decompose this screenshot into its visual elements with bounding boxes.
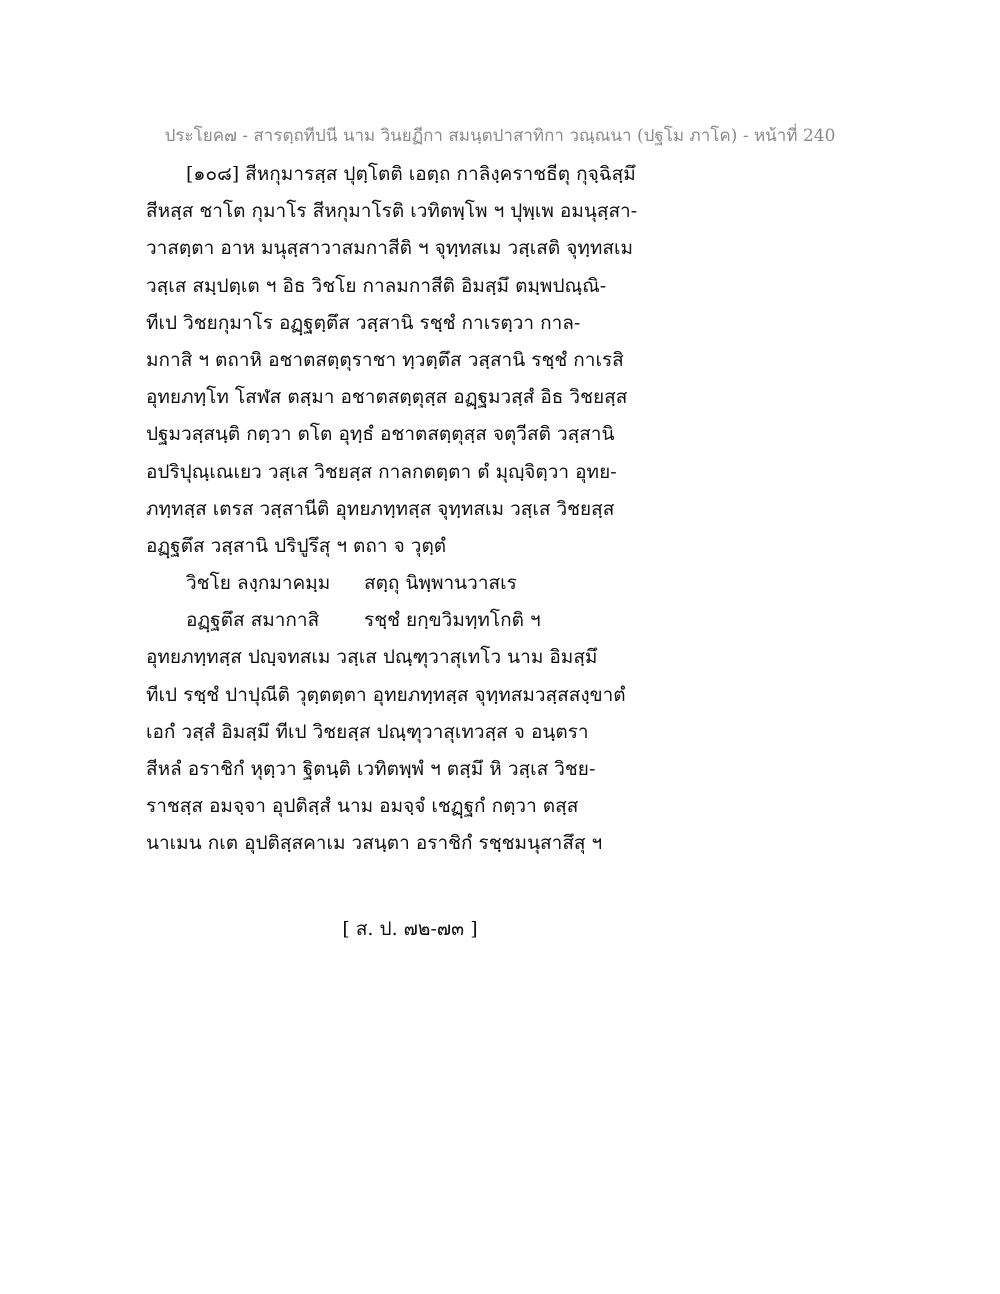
paragraph-line: ปฐมวสฺสนฺติ กตฺวา ตโต อุทฺธํ อชาตสตฺตุสฺส จตุวีสติ วสฺสานิ bbox=[146, 423, 615, 446]
paragraph-line: มกาสิ ฯ ตถาหิ อชาตสตฺตุราชา ทฺวตฺตึส วสฺสานิ รชฺชํ กาเรสิ bbox=[146, 348, 624, 371]
verse-first-half: วิชโย ลงฺกมาคมฺม bbox=[186, 572, 331, 595]
verse-first-half: อฏฺฐตึส สมากาสิ bbox=[186, 609, 320, 632]
verse-second-half: รชฺชํ ยกฺขวิมทฺทโกติ ฯ bbox=[364, 609, 541, 632]
paragraph-line: อุทยภทฺโท โสฬส ตสฺมา อชาตสตฺตุสฺส อฏฺฐมวสฺสํ อิธ วิชยสฺส bbox=[146, 386, 628, 409]
paragraph-line: ทีเป รชฺชํ ปาปุณีติ วุตฺตตฺตา อุทยภทฺทสฺส จุทฺทสมวสฺสสงฺขาตํ bbox=[146, 683, 626, 706]
paragraph-line: เอกํ วสฺสํ อิมสฺมึ ทีเป วิชยสฺส ปณฺฑุวาสุเทวสฺส จ อนฺตรา bbox=[146, 720, 589, 743]
paragraph-line: สีหลํ อราชิกํ หุตฺวา ฐิตนฺติ เวทิตพฺพํ ฯ ตสฺมึ หิ วสฺเส วิชย- bbox=[146, 758, 596, 780]
paragraph-line: วสฺเส สมฺปตฺเต ฯ อิธ วิชโย กาลมกาสีติ อิมสฺมึ ตมฺพปณฺณิ- bbox=[146, 274, 607, 297]
verse-second-half: สตฺถุ นิพฺพานวาสเร bbox=[364, 572, 517, 595]
verse-line bbox=[146, 602, 686, 639]
paragraph-line: [๑๐๘] สีหกุมารสฺส ปุตฺโตติ เอตฺถ กาลิงฺคราชธีตุ กุจฺฉิสฺมึ bbox=[186, 163, 636, 185]
page-header: ประโยค๗ - สารตฺถทีปนี นาม วินยฏีกา สมนฺตปาสาทิกา วณฺณนา (ปฐโม ภาโค) - หน้าที่ 240 bbox=[164, 126, 836, 146]
verse-line bbox=[146, 565, 686, 602]
paragraph-line: อปริปุณฺเณเยว วสฺเส วิชยสฺส กาลกตตฺตา ตํ มุญฺจิตฺวา อุทย- bbox=[146, 460, 617, 483]
body-text bbox=[146, 156, 686, 863]
paragraph-line: อฏฺฐตึส วสฺสานิ ปริปูรึสุ ฯ ตถา จ วุตฺตํ bbox=[146, 534, 447, 557]
paragraph-line: ทีเป วิชยกุมาโร อฏฺฐตฺตึส วสฺสานิ รชฺชํ กาเรตฺวา กาล- bbox=[146, 311, 581, 334]
paragraph-line: ภทฺทสฺส เตรส วสฺสานีติ อุทยภทฺทสฺส จุทฺทสเม วสฺเส วิชยสฺส bbox=[146, 497, 615, 520]
paragraph-line: อุทยภทฺทสฺส ปญฺจทสเม วสฺเส ปณฺฑุวาสุเทโว นาม อิมสฺมึ bbox=[146, 646, 598, 669]
source-reference: [ ส. ป. ๗๒-๗๓ ] bbox=[342, 918, 478, 940]
paragraph-line: วาสตฺตา อาห มนุสฺสาวาสมกาสีติ ฯ จุทฺทสเม วสฺเสติ จุทฺทสเม bbox=[146, 237, 634, 260]
paragraph-line: ราชสฺส อมจฺจา อุปติสฺสํ นาม อมจฺจํ เชฏฺฐกํ กตฺวา ตสฺส bbox=[146, 795, 579, 818]
paragraph-line: นาเมน กเต อุปติสฺสคาเม วสนฺตา อราชิกํ รชฺชมนุสาสึสุ ฯ bbox=[146, 832, 603, 855]
paragraph-line: สีหสฺส ชาโต กุมาโร สีหกุมาโรติ เวทิตพฺโพ ฯ ปุพฺเพ อมนุสฺสา- bbox=[146, 200, 638, 223]
